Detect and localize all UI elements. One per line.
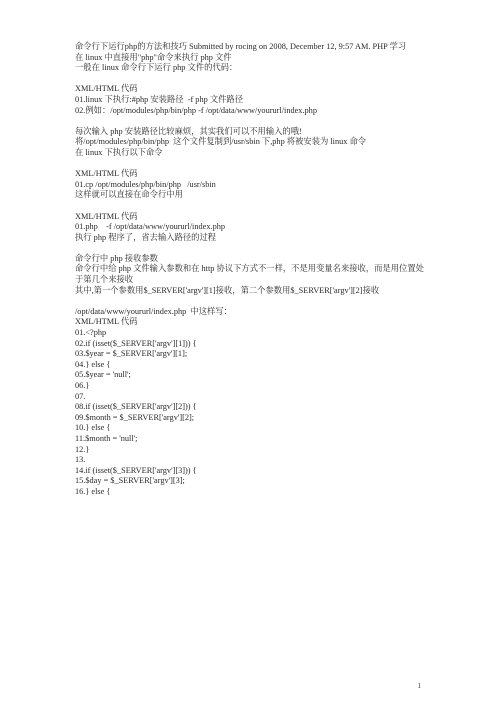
spacer bbox=[75, 243, 425, 254]
section-heading: 命令行中 php 接收参数 bbox=[75, 253, 158, 263]
code-line: 02.if (isset($_SERVER['argv'][1])) { bbox=[75, 338, 197, 348]
code-line: 01.linux 下执行:#php 安装路径 -f php 文件路径 bbox=[75, 94, 244, 104]
code-line bbox=[75, 498, 425, 509]
code-line: 07. bbox=[75, 391, 86, 401]
code-line: 02.例如：/opt/modules/php/bin/php -f /opt/data/www/yoururl/index.php bbox=[75, 105, 317, 115]
code-line: 03.$year = $_SERVER['argv'][1]; bbox=[75, 349, 188, 359]
code-line: 04.} else { bbox=[75, 359, 111, 369]
code-line: 12.} bbox=[75, 444, 90, 454]
paragraph-line: 每次输入 php 安装路径比较麻烦，其实我们可以不用输入的哦! bbox=[75, 126, 302, 136]
paragraph-line: 在 linux 下执行以下命令 bbox=[75, 147, 163, 157]
code-line: 13. bbox=[75, 455, 86, 465]
paragraph-line: 将/opt/modules/php/bin/php 这个文件复制到/usr/sbin 下,php 将被安装为 linux 命令 bbox=[75, 137, 367, 147]
paragraph-line: 执行 php 程序了，省去输入路径的过程 bbox=[75, 232, 217, 242]
document-title: 命令行下运行php的方法和技巧 Submitted by rocing on 2008, December 12, 9:57 AM. PHP 学习 bbox=[75, 42, 407, 51]
code-block-label: XML/HTML 代码 bbox=[75, 317, 138, 327]
code-line: 14.if (isset($_SERVER['argv'][3])) { bbox=[75, 465, 197, 475]
spacer bbox=[75, 116, 425, 127]
code-line: 16.} else { bbox=[75, 486, 111, 496]
code-line: 01.php -f /opt/data/www/yoururl/index.php bbox=[75, 222, 226, 232]
intro-line-2: 一般在 linux 命令行下运行 php 文件的代码： bbox=[75, 63, 238, 73]
spacer bbox=[75, 74, 425, 85]
code-line: 09.$month = $_SERVER['argv'][2]; bbox=[75, 412, 195, 422]
paragraph-line: /opt/data/www/yoururl/index.php 中这样写： bbox=[75, 306, 232, 316]
spacer bbox=[75, 296, 425, 307]
intro-line-1: 在 linux 中直接用"php"命令来执行 php 文件 bbox=[75, 52, 232, 62]
code-line: 08.if (isset($_SERVER['argv'][2])) { bbox=[75, 402, 197, 412]
code-block-label: XML/HTML 代码 bbox=[75, 84, 138, 94]
spacer bbox=[75, 159, 425, 170]
document-body bbox=[75, 42, 425, 519]
code-line: 11.$month = 'null'; bbox=[75, 433, 138, 443]
code-line: 01.<?php bbox=[75, 328, 107, 338]
code-block-label: XML/HTML 代码 bbox=[75, 211, 138, 221]
paragraph-line: 这样就可以直接在命令行中用 bbox=[75, 190, 183, 200]
code-line: 15.$day = $_SERVER['argv'][3]; bbox=[75, 476, 185, 486]
page-number: 1 bbox=[417, 682, 421, 690]
code-line: 10.} else { bbox=[75, 423, 111, 433]
code-line: 01.cp /opt/modules/php/bin/php /usr/sbin bbox=[75, 179, 216, 189]
code-line: 05.$year = 'null'; bbox=[75, 370, 131, 380]
code-line bbox=[75, 508, 425, 519]
code-block-label: XML/HTML 代码 bbox=[75, 169, 138, 179]
paragraph-line: 其中,第一个参数用$_SERVER['argv'][1]接收，第二个参数用$_SERVER['argv'][2]接收 bbox=[75, 285, 380, 295]
code-line: 06.} bbox=[75, 381, 90, 390]
spacer bbox=[75, 201, 425, 212]
paragraph-line: 命令行中给 php 文件输入参数和在 http 协议下方式不一样，不是用变量名来接收，而是用位置处于第几个来接收 bbox=[75, 264, 424, 285]
